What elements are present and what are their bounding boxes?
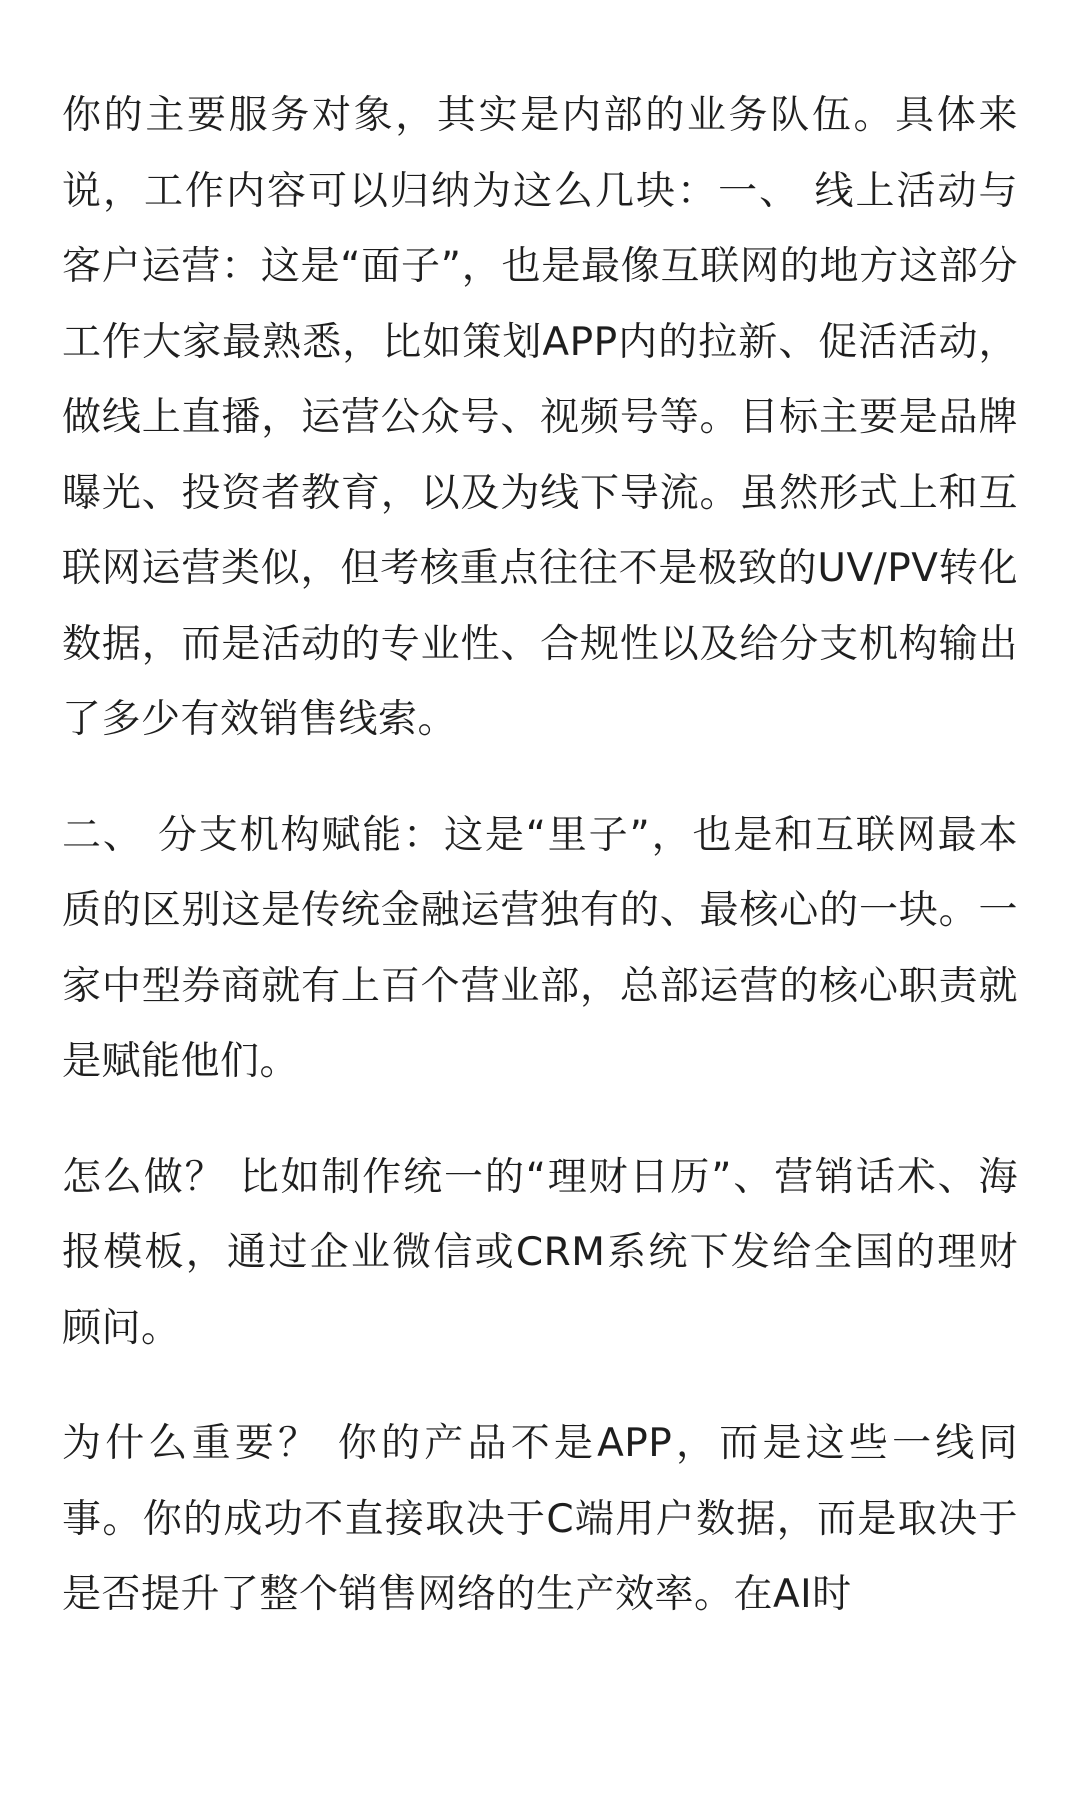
paragraph-branch-enablement: 二、 分支机构赋能：这是“里子”，也是和互联网最本质的区别这是传统金融运营独有的、最核心的一块。一家中型券商就有上百个营业部，总部运营的核心职责就是赋能他们。 <box>62 812 1018 1084</box>
paragraph-how-to: 怎么做？ 比如制作统一的“理财日历”、营销话术、海报模板，通过企业微信或CRM系统下发给全国的理财顾问。 <box>62 1154 1018 1351</box>
paragraph-why-important: 为什么重要？ 你的产品不是APP，而是这些一线同事。你的成功不直接取决于C端用户数据，而是取决于是否提升了整个销售网络的生产效率。在AI时 <box>62 1421 1018 1617</box>
paragraph-service-targets: 你的主要服务对象，其实是内部的业务队伍。具体来说，工作内容可以归纳为这么几块：一、 线上活动与客户运营：这是“面子”，也是最像互联网的地方这部分工作大家最熟悉，比如策划APP内的拉新、促活活动，做线上直播，运营公众号、视频号等。目标主要是品牌曝光、投资者教育，以及为线下导流。虽然形式上和互联网运营类似，但考核重点往往不是极致的UV/PV转化数据，而是活动的专业性、合规性以及给分支机构输出了多少有效销售线索。 <box>62 93 1018 742</box>
article-body <box>62 78 1018 1673</box>
